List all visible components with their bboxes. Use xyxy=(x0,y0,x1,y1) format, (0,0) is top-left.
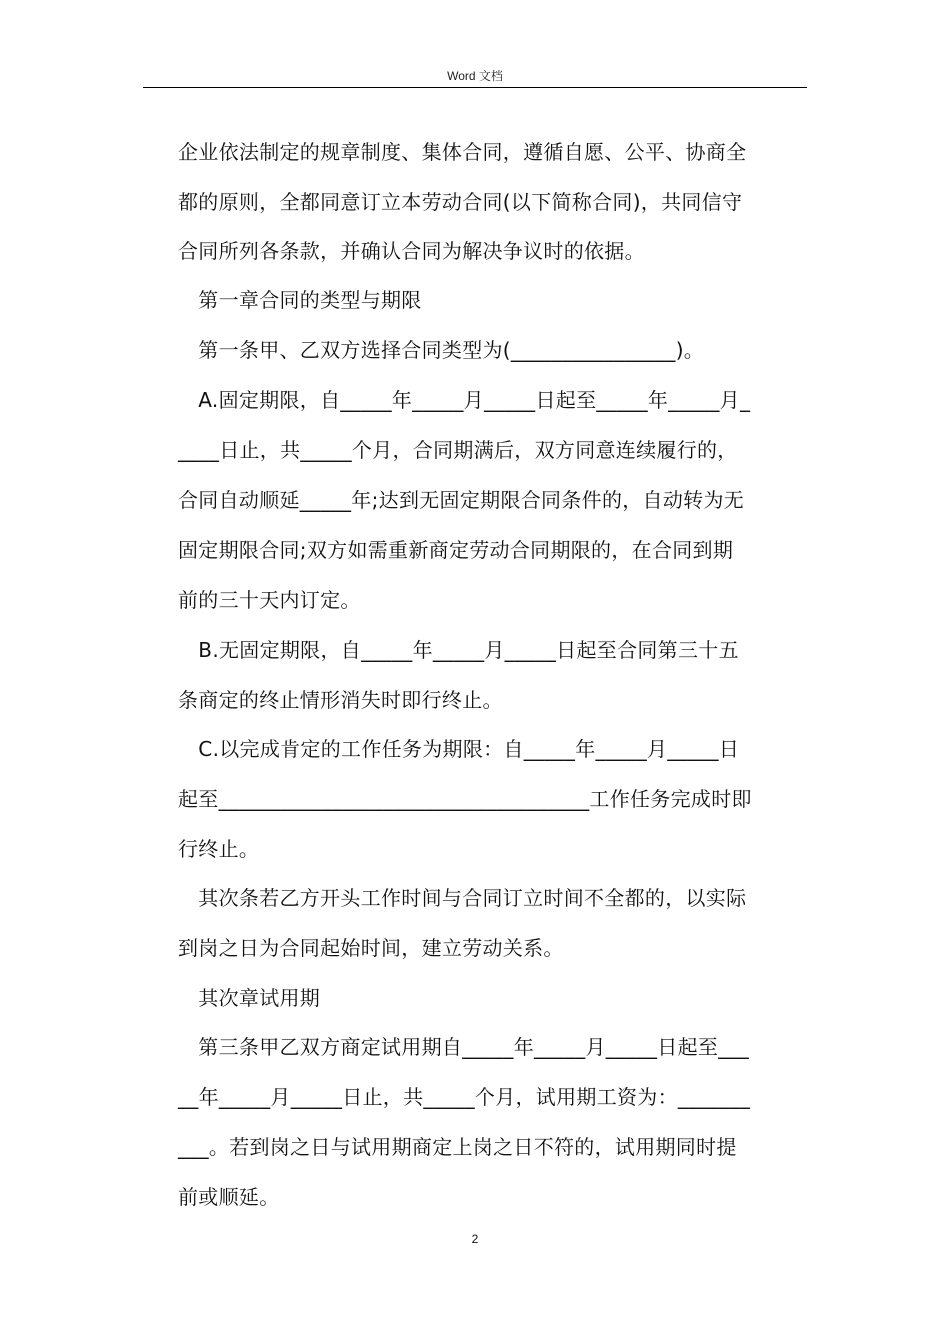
body-line: B.无固定期限，自_____年_____月_____日起至合同第三十五 xyxy=(178,638,739,662)
chapter-heading: 其次章试用期 xyxy=(178,986,321,1010)
body-line: 合同所列各条款，并确认合同为解决争议时的依据。 xyxy=(178,239,645,263)
body-line: 企业依法制定的规章制度、集体合同，遵循自愿、公平、协商全 xyxy=(178,140,747,164)
body-line: 其次条若乙方开头工作时间与合同订立时间不全都的，以实际 xyxy=(178,886,747,910)
body-line: 前或顺延。 xyxy=(178,1185,280,1209)
page-header-title: Word 文档 xyxy=(447,69,503,83)
body-line: A.固定期限，自_____年_____月_____日起至_____年_____月_ xyxy=(178,388,751,412)
body-line: 到岗之日为合同起始时间，建立劳动关系。 xyxy=(178,936,564,960)
chapter-heading: 第一章合同的类型与期限 xyxy=(178,288,422,312)
body-line: ____日止，共_____个月，合同期满后，双方同意连续履行的， xyxy=(178,438,738,462)
page-number: 2 xyxy=(471,1232,479,1246)
body-line: 前的三十天内订定。 xyxy=(178,588,361,612)
body-line: 第一条甲、乙双方选择合同类型为(________________)。 xyxy=(178,338,705,362)
body-line: 起至____________________________________工作任务完成时即 xyxy=(178,787,752,811)
body-line: 固定期限合同;双方如需重新商定劳动合同期限的，在合同到期 xyxy=(178,538,734,562)
body-line: 条商定的终止情形消失时即行终止。 xyxy=(178,688,503,712)
body-line: 合同自动顺延_____年;达到无固定期限合同条件的，自动转为无 xyxy=(178,488,745,512)
body-line: C.以完成肯定的工作任务为期限：自_____年_____月_____日 xyxy=(178,737,740,761)
header-divider xyxy=(143,87,807,88)
body-line: ___。若到岗之日与试用期商定上岗之日不符的，试用期同时提 xyxy=(178,1135,737,1159)
body-line: 第三条甲乙双方商定试用期自_____年_____月_____日起至___ xyxy=(178,1035,750,1059)
body-line: 都的原则，全都同意订立本劳动合同(以下简称合同)，共同信守 xyxy=(178,190,743,214)
body-line: __年_____月_____日止，共_____个月，试用期工资为：_______ xyxy=(178,1085,750,1109)
body-line: 行终止。 xyxy=(178,837,260,861)
